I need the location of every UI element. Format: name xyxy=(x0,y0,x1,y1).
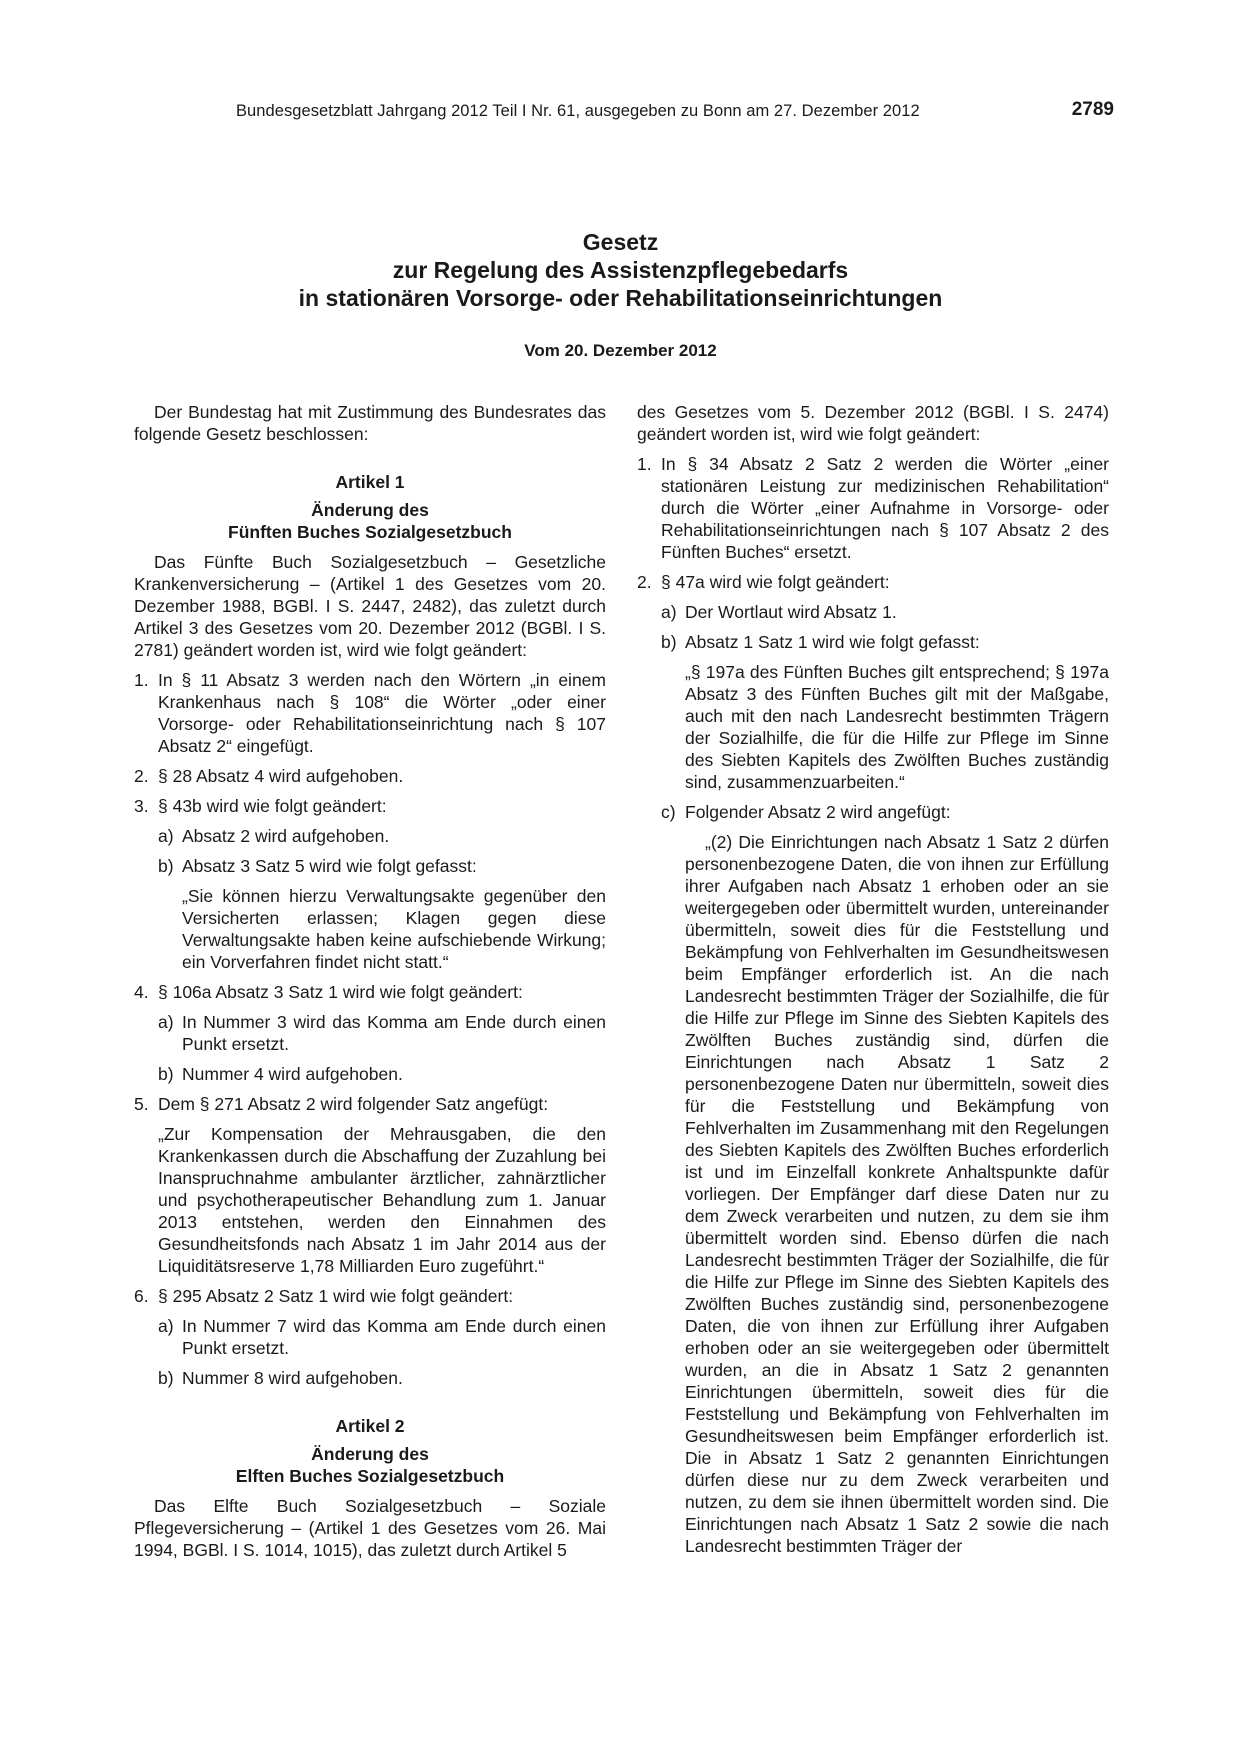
article-2-title-line-2: Elften Buches Sozialgesetzbuch xyxy=(235,1466,505,1486)
list-item-text: § 28 Absatz 4 wird aufgehoben. xyxy=(158,766,404,786)
preamble: Der Bundestag hat mit Zustimmung des Bundesrates das folgende Gesetz beschlossen: xyxy=(134,402,606,444)
continued-text: des Gesetzes vom 5. Dezember 2012 (BGBl. I S. 2474) geändert worden ist, wird wie folgt geändert: xyxy=(637,402,1109,444)
article-2-number: Artikel 2 xyxy=(335,1416,405,1436)
law-title-block xyxy=(120,228,1121,361)
running-title: Bundesgesetzblatt Jahrgang 2012 Teil I Nr. 61, ausgegeben zu Bonn am 27. Dezember 2012 xyxy=(236,102,920,120)
article-1-title-line-2: Fünften Buches Sozialgesetzbuch xyxy=(228,522,512,542)
right-column xyxy=(637,401,1109,1557)
list-item xyxy=(134,795,606,817)
list-marker: 1. xyxy=(134,670,149,690)
list-item xyxy=(134,981,606,1003)
sub-marker: b) xyxy=(661,632,677,652)
law-title-line-2: zur Regelung des Assistenzpflegebedarfs xyxy=(392,257,849,283)
sub-marker: a) xyxy=(158,826,174,846)
article-2-heading xyxy=(134,1415,606,1487)
list-item-text: In § 11 Absatz 3 werden nach den Wörtern „in einem Krankenhaus nach § 108“ die Wörter „oder einer Vorsorge- oder Rehabilitationseinrichtung nach § 107 Absatz 2“ eingefügt. xyxy=(158,670,606,756)
sub-marker: b) xyxy=(158,1064,174,1084)
quoted-text: „Zur Kompensation der Mehrausgaben, die den Krankenkassen durch die Abschaffung der Zuzahlung bei Inanspruchnahme ambulanter ärztlicher, zahnärztlicher und psychotherapeutischer Behandlung zum 1. Januar 2013 entstehen, werden den Einnahmen des Gesundheitsfonds nach Absatz 1 im Jahr 2014 aus der Liquiditätsreserve 1,78 Milliarden Euro zugeführt.“ xyxy=(158,1124,606,1276)
list-item xyxy=(134,765,606,787)
list-marker: 6. xyxy=(134,1286,149,1306)
list-item xyxy=(134,1093,606,1115)
sub-item xyxy=(134,825,606,847)
sub-item xyxy=(134,1367,606,1389)
list-item-text: § 295 Absatz 2 Satz 1 wird wie folgt geändert: xyxy=(158,1286,514,1306)
list-item xyxy=(134,1285,606,1307)
sub-item-text: Der Wortlaut wird Absatz 1. xyxy=(685,602,897,622)
sub-item-text: Folgender Absatz 2 wird angefügt: xyxy=(685,802,951,822)
sub-item xyxy=(637,631,1109,653)
article-2-title-line-1: Änderung des xyxy=(311,1444,429,1464)
law-title-line-3: in stationären Vorsorge- oder Rehabilitationseinrichtungen xyxy=(298,285,943,311)
list-item-text: § 106a Absatz 3 Satz 1 wird wie folgt geändert: xyxy=(158,982,523,1002)
sub-item-text: Absatz 1 Satz 1 wird wie folgt gefasst: xyxy=(685,632,980,652)
sub-marker: a) xyxy=(158,1012,174,1032)
sub-item xyxy=(637,601,1109,623)
sub-item xyxy=(134,1315,606,1359)
sub-item xyxy=(134,1011,606,1055)
sub-item xyxy=(637,801,1109,823)
running-header xyxy=(236,99,1114,128)
article-1-title-line-1: Änderung des xyxy=(311,500,429,520)
article-1-number: Artikel 1 xyxy=(335,472,405,492)
sub-item-text: In Nummer 7 wird das Komma am Ende durch einen Punkt ersetzt. xyxy=(182,1316,606,1358)
article-1-heading xyxy=(134,471,606,543)
sub-item xyxy=(134,855,606,877)
sub-item-text: Nummer 8 wird aufgehoben. xyxy=(182,1368,403,1388)
list-item-text: Dem § 271 Absatz 2 wird folgender Satz angefügt: xyxy=(158,1094,549,1114)
list-item xyxy=(637,453,1109,563)
article-2-intro: Das Elfte Buch Sozialgesetzbuch – Soziale Pflegeversicherung – (Artikel 1 des Gesetzes vom 26. Mai 1994, BGBl. I S. 1014, 1015), das zuletzt durch Artikel 5 xyxy=(134,1496,606,1560)
sub-marker: a) xyxy=(158,1316,174,1336)
sub-marker: b) xyxy=(158,1368,174,1388)
sub-item-text: Nummer 4 wird aufgehoben. xyxy=(182,1064,403,1084)
list-item-text: § 47a wird wie folgt geändert: xyxy=(661,572,890,592)
sub-item xyxy=(134,1063,606,1085)
sub-marker: c) xyxy=(661,802,676,822)
list-item-text: In § 34 Absatz 2 Satz 2 werden die Wörter „einer stationären Leistung zur medizinischen Rehabilitation“ durch die Wörter „einer Aufnahme in Vorsorge- oder Rehabilitationseinrichtungen nach § 107 Absatz 2 des Fünften Buches“ ersetzt. xyxy=(661,454,1109,562)
list-item xyxy=(134,669,606,757)
list-item-text: § 43b wird wie folgt geändert: xyxy=(158,796,387,816)
page-number: 2789 xyxy=(1071,99,1114,120)
list-item xyxy=(637,571,1109,593)
sub-marker: b) xyxy=(158,856,174,876)
sub-item-text: Absatz 3 Satz 5 wird wie folgt gefasst: xyxy=(182,856,477,876)
list-marker: 2. xyxy=(637,572,652,592)
article-1-intro: Das Fünfte Buch Sozialgesetzbuch – Gesetzliche Krankenversicherung – (Artikel 1 des Gesetzes vom 20. Dezember 1988, BGBl. I S. 2447, 2482), das zuletzt durch Artikel 3 des Gesetzes vom 20. Dezember 2012 (BGBl. I S. 2781) geändert worden ist, wird wie folgt geändert: xyxy=(134,552,606,660)
sub-item-text: In Nummer 3 wird das Komma am Ende durch einen Punkt ersetzt. xyxy=(182,1012,606,1054)
quoted-text: „(2) Die Einrichtungen nach Absatz 1 Satz 2 dürfen personenbezogene Daten, die von ihnen zur Erfüllung ihrer Aufgaben nach Absatz 1 erhoben oder an sie weitergegeben oder übermittelt wurden, untereinander übermitteln, soweit dies für die Feststellung und Bekämpfung von Fehlverhalten im Gesundheitswesen beim Empfänger erforderlich ist. An die nach Landesrecht bestimmten Träger der Sozialhilfe, die für die Hilfe zur Pflege im Sinne des Siebten Kapitels des Zwölften Buches zuständig sind, dürfen die Einrichtungen nach Absatz 1 Satz 2 personenbezogene Daten nur übermitteln, soweit dies für die Feststellung und Bekämpfung von Fehlverhalten im Zusammenhang mit den Regelungen des Siebten Kapitels des Zwölften Buches erforderlich ist und im Einzelfall konkrete Anhaltspunkte dafür vorliegen. Der Empfänger darf diese Daten nur zu dem Zweck verarbeiten und nutzen, zu dem sie ihm übermittelt worden sind. Ebenso dürfen die nach Landesrecht bestimmten Träger der Sozialhilfe, die für die Hilfe zur Pflege im Sinne des Siebten Kapitels des Zwölften Buches zuständig sind, personenbezogene Daten, die von ihnen zur Erfüllung ihrer Aufgaben erhoben oder an sie weitergegeben oder übermittelt wurden, an die in Absatz 1 Satz 2 genannten Einrichtungen übermitteln, soweit dies für die Feststellung und Bekämpfung von Fehlverhalten im Gesundheitswesen beim Empfänger erforderlich ist. Die in Absatz 1 Satz 2 genannten Einrichtungen dürfen diese nur zu dem Zweck verarbeiten und nutzen, zu dem sie ihnen übermittelt worden sind. Die Einrichtungen nach Absatz 1 Satz 2 sowie die nach Landesrecht bestimmten Träger der xyxy=(685,832,1109,1556)
list-marker: 5. xyxy=(134,1094,149,1114)
list-marker: 3. xyxy=(134,796,149,816)
list-marker: 2. xyxy=(134,766,149,786)
quoted-text: „Sie können hierzu Verwaltungsakte gegenüber den Versicherten erlassen; Klagen gegen diese Verwaltungsakte haben keine aufschiebende Wirkung; ein Vorverfahren findet nicht statt.“ xyxy=(182,886,606,972)
left-column xyxy=(134,401,606,1561)
sub-marker: a) xyxy=(661,602,677,622)
law-date: Vom 20. Dezember 2012 xyxy=(524,341,717,360)
quoted-text: „§ 197a des Fünften Buches gilt entsprechend; § 197a Absatz 3 des Fünften Buches gilt mit der Maßgabe, auch mit den nach Landesrecht bestimmten Trägern der Sozialhilfe, die für die Hilfe zur Pflege im Sinne des Siebten Kapitels des Zwölften Buches zuständig sind, zusammenzuarbeiten.“ xyxy=(685,662,1109,792)
law-title-line-1: Gesetz xyxy=(582,229,659,255)
list-marker: 4. xyxy=(134,982,149,1002)
list-marker: 1. xyxy=(637,454,652,474)
sub-item-text: Absatz 2 wird aufgehoben. xyxy=(182,826,390,846)
